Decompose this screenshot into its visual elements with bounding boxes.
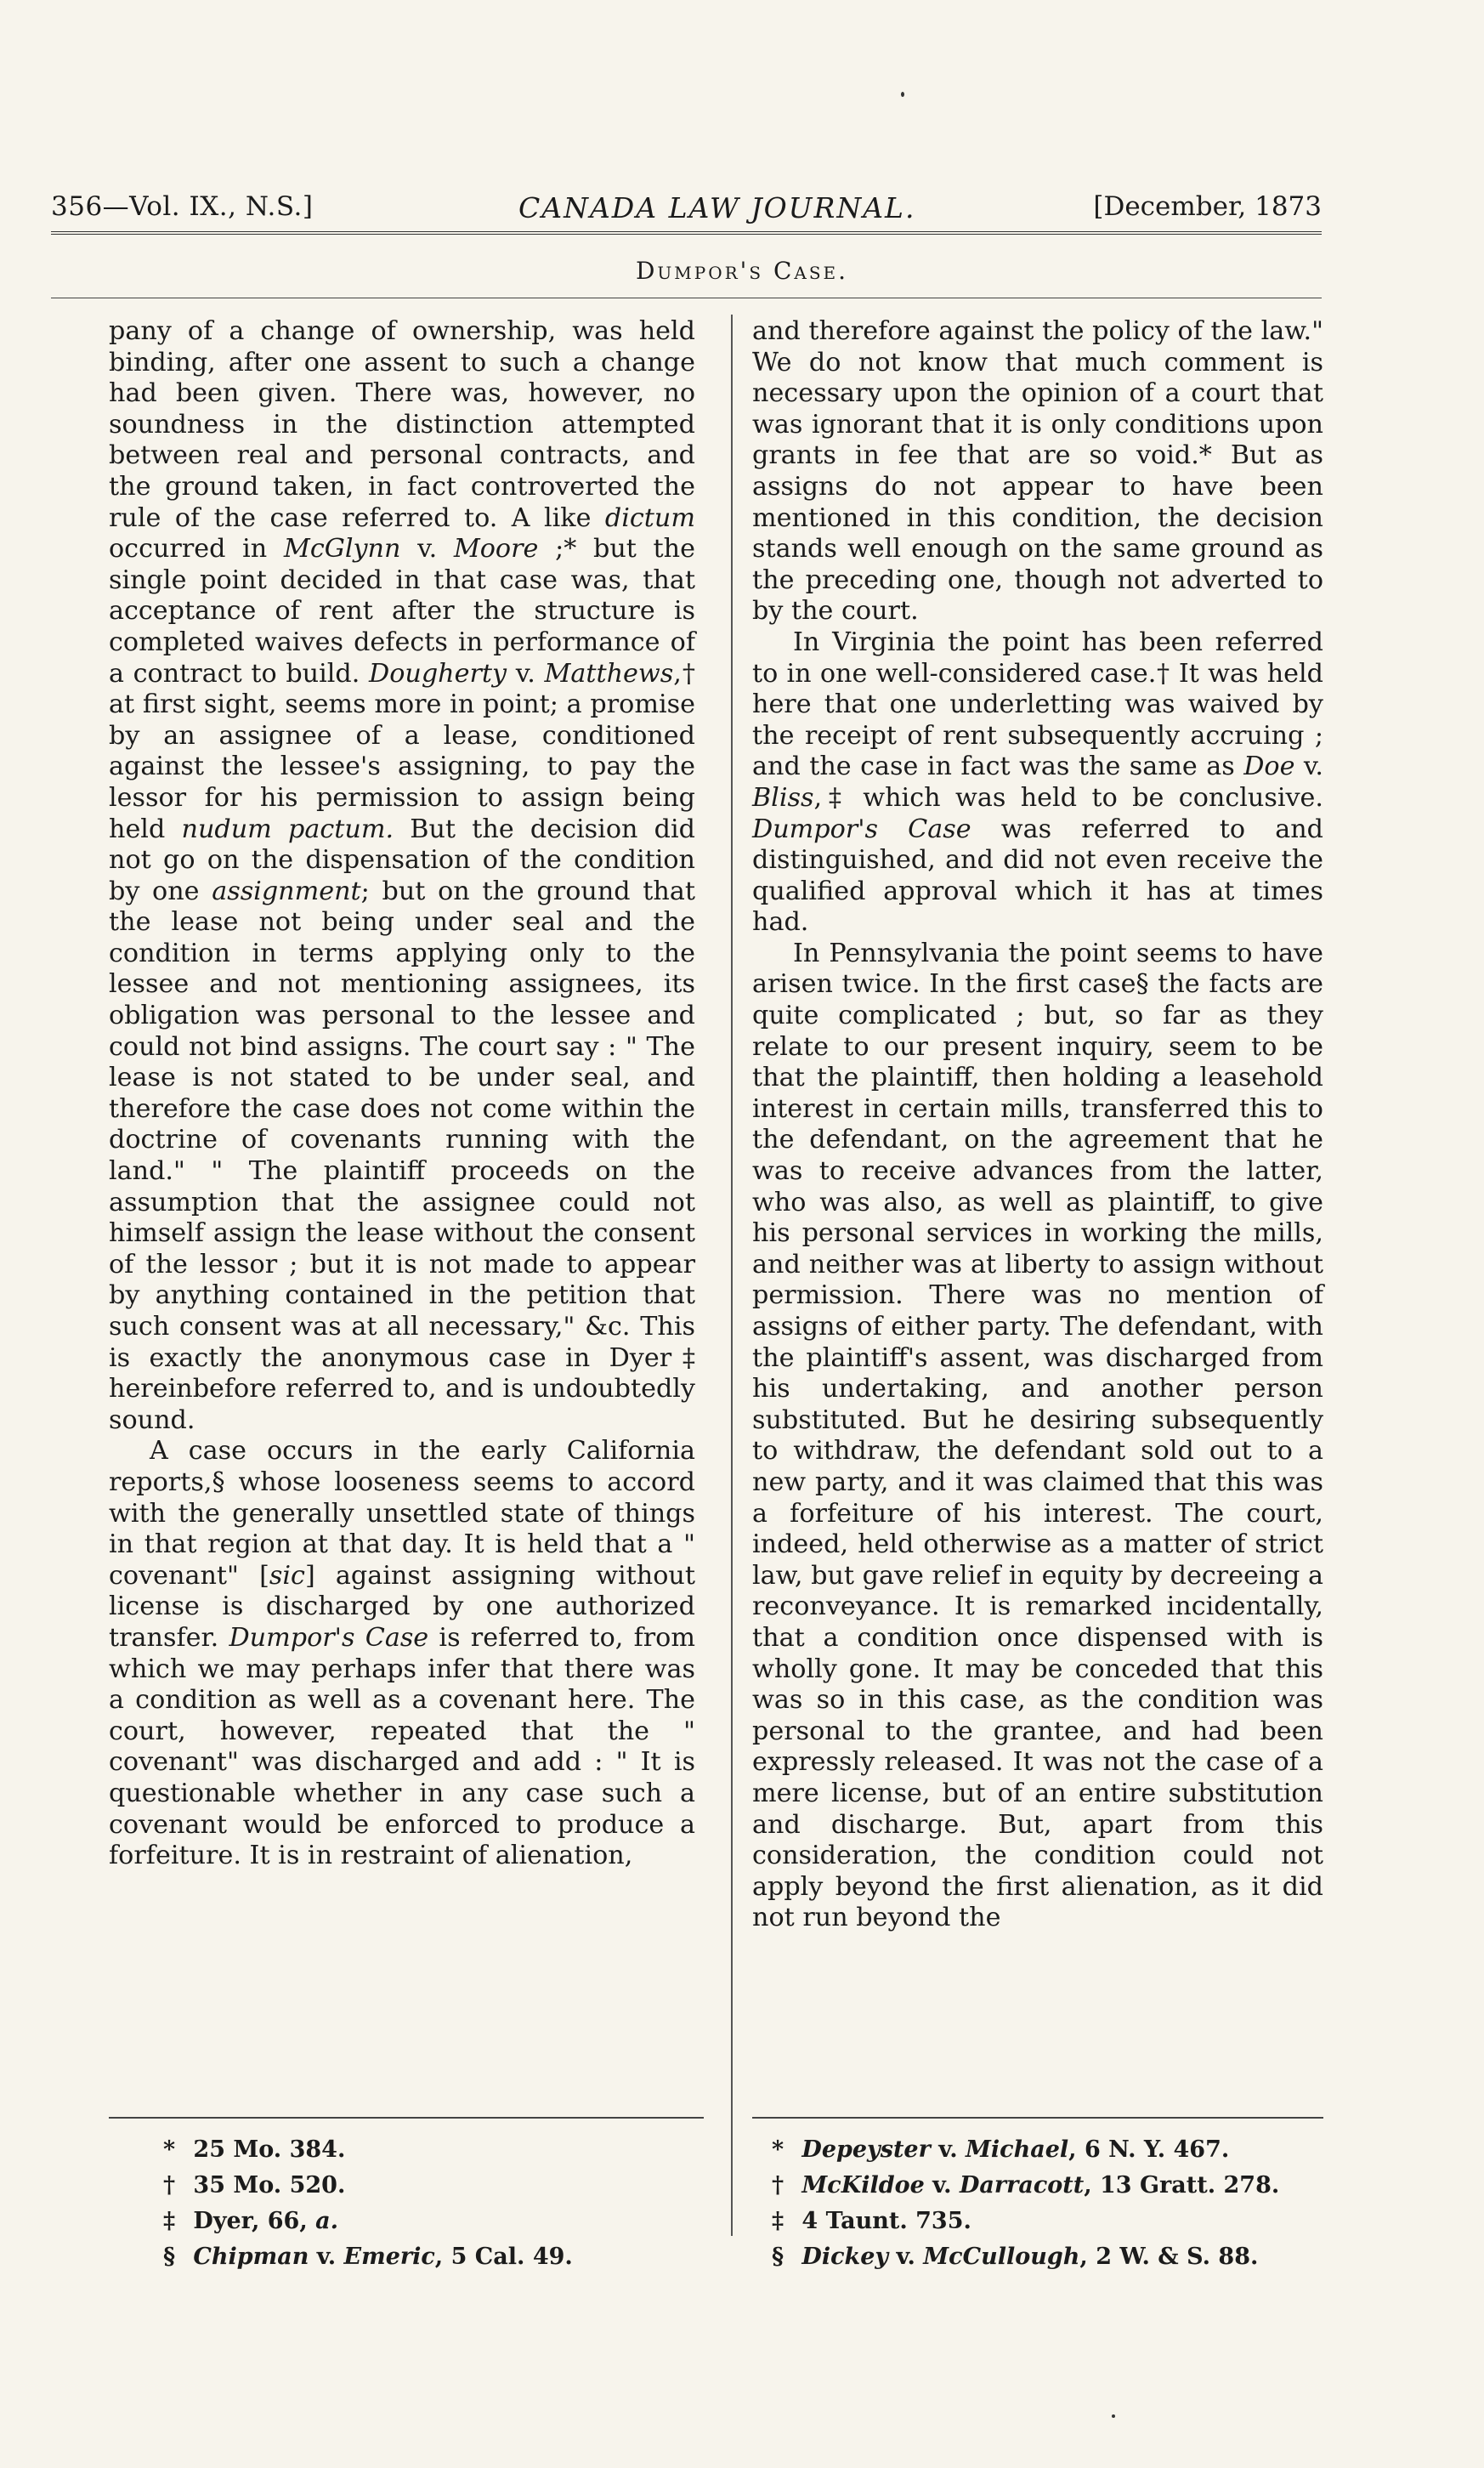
- page-number-volume: 356—Vol. IX., N.S.]: [51, 191, 314, 222]
- footnote: ‡ 4 Taunt. 735.: [772, 2208, 971, 2234]
- footnote: § Chipman v. Emeric, 5 Cal. 49.: [163, 2244, 573, 2270]
- page-header: [51, 191, 1322, 225]
- paragraph: In Pennsylvania the point seems to have arisen twice. In the first case§ the facts are quite complicated ; but, so far as they relate to our present inquiry, seem to be that the plaintiff, then holding a leasehold interest in certain mills, transferred this to the defendant, on the agreement that he was to receive advances from the latter, who was also, as well as plaintiff, to give his personal services in working the mills, and neither was at liberty to assign without permission. There was no mention of assigns of either party. The defendant, with the plaintiff's assent, was discharged from his undertaking, and another person substituted. But he desiring subsequently to withdraw, the defendant sold out to a new party, and it was claimed that this was a forfeiture of his interest. The court, indeed, held otherwise as a matter of strict law, but gave relief in equity by decreeing a reconveyance. It is remarked incidentally, that a condition once dispensed with is wholly gone. It may be conceded that this was so in this case, as the condition was personal to the grantee, and had been expressly released. It was not the case of a mere license, but of an entire substitution and discharge. But, apart from this consideration, the condition could not apply beyond the first alienation, as it did not run beyond the: [752, 938, 1323, 1933]
- footnote-rule-right: [752, 2117, 1323, 2119]
- column-divider: [731, 315, 733, 2236]
- footnote: † 35 Mo. 520.: [163, 2172, 346, 2199]
- right-column: [752, 316, 1323, 1934]
- paragraph: pany of a change of ownership, was held binding, after one assent to such a change had been given. There was, however, no soundness in the distinction attempted between real and personal contracts, and the ground taken, in fact controverted the rule of the case referred to. A like dictum occurred in McGlynn v. Moore ;* but the single point decided in that case was, that acceptance of rent after the structure is completed waives defects in performance of a contract to build. Dougherty v. Matthews,† at first sight, seems more in point; a promise by an assignee of a lease, conditioned against the lessee's assigning, to pay the lessor for his permission to assign being held nudum pactum. But the decision did not go on the dispensation of the condition by one assignment; but on the ground that the lease not being under seal and the condition in terms applying only to the lessee and not mentioning assignees, its obligation was personal to the lessee and could not bind assigns. The court say : " The lease is not stated to be under seal, and therefore the case does not come within the doctrine of covenants running with the land." " The plaintiff proceeds on the assumption that the assignee could not himself assign the lease without the consent of the lessor ; but it is not made to appear by anything contained in the petition that such consent was at all necessary," &c. This is exactly the anonymous case in Dyer‡ hereinbefore referred to, and is undoubtedly sound.: [109, 316, 695, 1435]
- journal-title: CANADA LAW JOURNAL.: [518, 191, 916, 224]
- footnote-rule-left: [109, 2117, 704, 2119]
- paragraph: A case occurs in the early California reports,§ whose looseness seems to accord with the generally unsettled state of things in that region at that day. It is held that a " covenant" [sic] against assigning without license is discharged by one authorized transfer. Dumpor's Case is referred to, from which we may perhaps infer that there was a condition as well as a covenant here. The court, however, repeated that the " covenant" was discharged and add : " It is questionable whether in any case such a covenant would be enforced to produce a forfeiture. It is in restraint of alienation,: [109, 1436, 695, 1871]
- paragraph: and therefore against the policy of the law." We do not know that much comment is necessary upon the opinion of a court that was ignorant that it is only conditions upon grants in fee that are so void.* But as assigns do not appear to have been mentioned in this condition, the decision stands well enough on the same ground as the preceding one, though not adverted to by the court.: [752, 316, 1323, 627]
- footnotes-right: [772, 2132, 1316, 2275]
- left-column: [109, 316, 695, 1872]
- footnotes-left: [163, 2132, 707, 2275]
- paragraph: In Virginia the point has been referred to in one well-considered case.† It was held here that one underletting was waived by the receipt of rent subsequently accruing ; and the case in fact was the same as Doe v. Bliss,‡ which was held to be conclusive. Dumpor's Case was referred to and distinguished, and did not even receive the qualified approval which it has at times had.: [752, 627, 1323, 938]
- footnote: ‡ Dyer, 66, a.: [163, 2208, 339, 2234]
- print-speck: [1112, 2414, 1115, 2418]
- footnote: * 25 Mo. 384.: [163, 2136, 346, 2163]
- footnote: † McKildoe v. Darracott, 13 Gratt. 278.: [772, 2172, 1280, 2199]
- running-title: Dumpor's Case.: [635, 257, 849, 285]
- issue-date: [December, 1873: [1093, 191, 1322, 222]
- footnote: * Depeyster v. Michael, 6 N. Y. 467.: [772, 2136, 1230, 2163]
- footnote: § Dickey v. McCullough, 2 W. & S. 88.: [772, 2244, 1259, 2270]
- print-speck: [901, 92, 904, 97]
- header-rule: [51, 231, 1322, 235]
